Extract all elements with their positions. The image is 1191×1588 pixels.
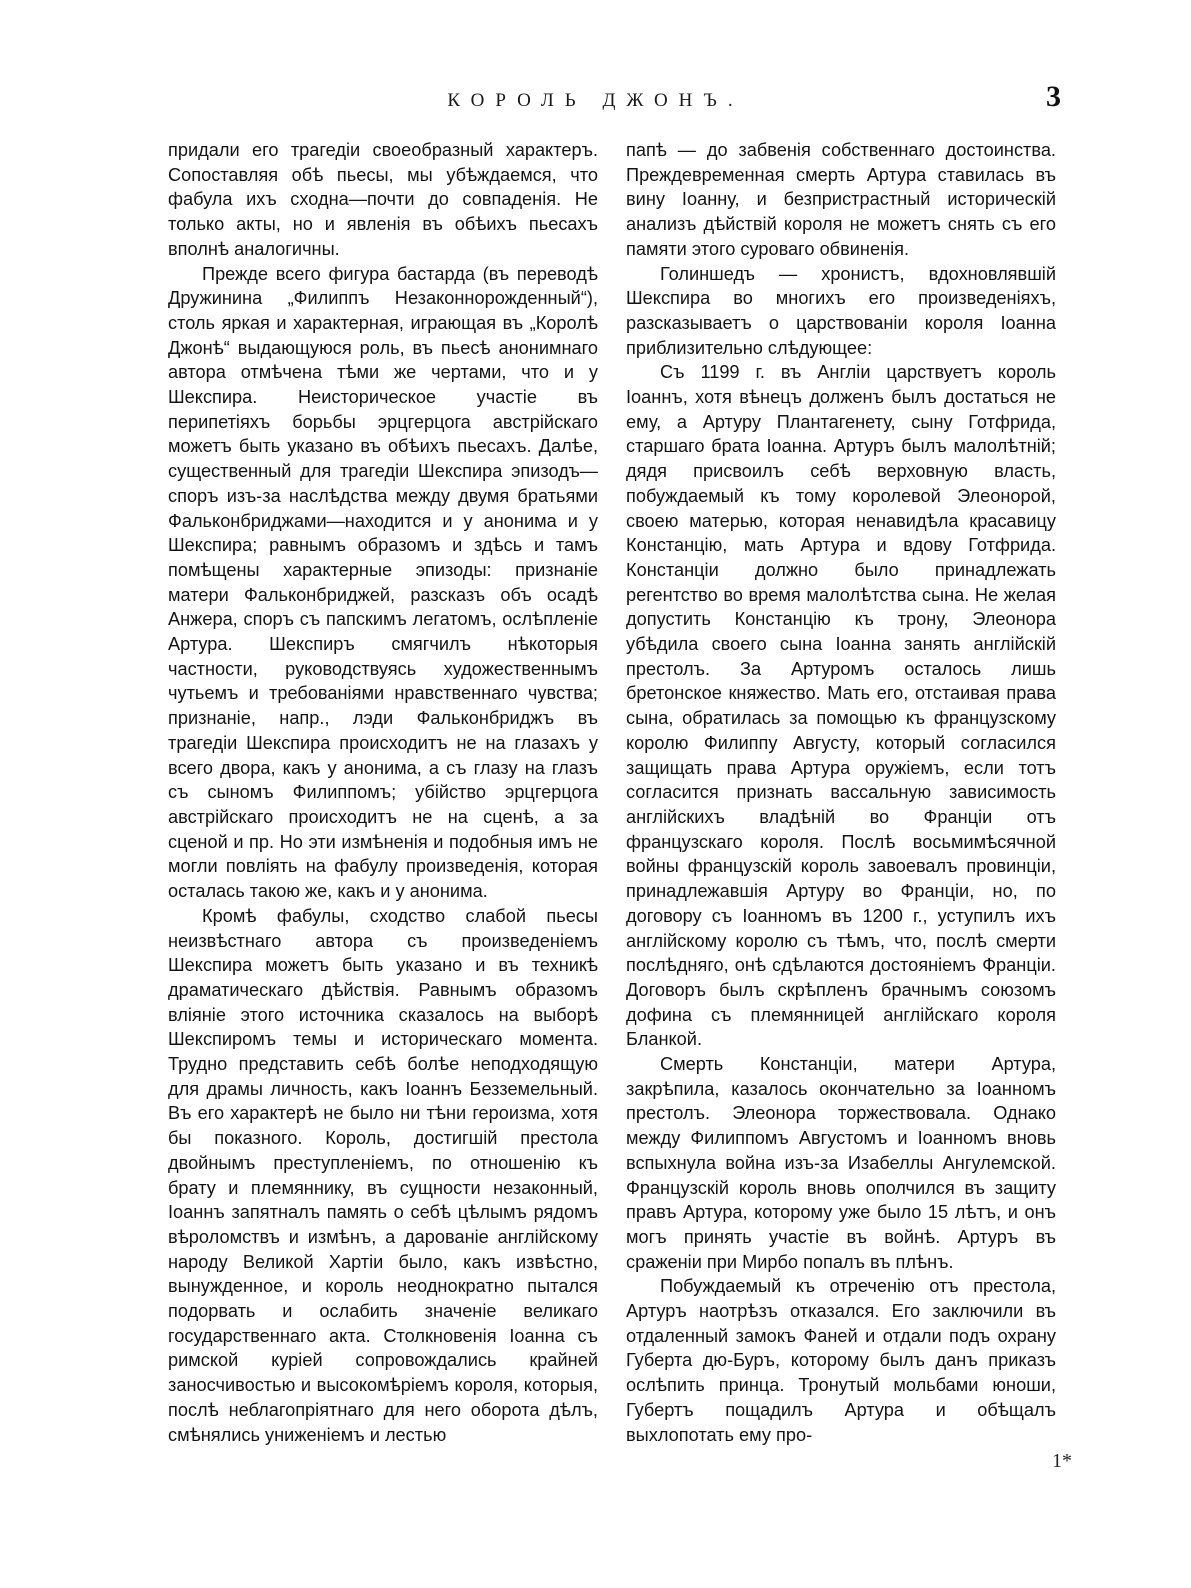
left-paragraph-2: Прежде всего фигура бастарда (въ переводѣ Дружинина „Филиппъ Незаконнорожденный“), столь яркая и характерная, играющая въ „Королѣ Джонѣ“ выдающуюся роль, въ пьесѣ анонимнаго автора отмѣчена тѣми же чертами, что и у Шекспира. Неисторическое участіе въ перипетіяхъ борьбы эрцгерцога австрійскаго можетъ быть указано въ обѣихъ пьесахъ. Далѣе, существенный для трагедіи Шекспира эпизодъ—споръ изъ-за наслѣдства между двумя братьями Фальконбриджами—находится и у анонима и у Шекспира; равнымъ образомъ и здѣсь и тамъ помѣщены характерные эпизоды: признаніе матери Фальконбриджей, разсказъ объ осадѣ Анжера, споръ съ папскимъ легатомъ, ослѣпленіе Артура. Шекспиръ смягчилъ нѣкоторыя частности, руководствуясь художественнымъ чутьемъ и требованіями нравственнаго чувства; признаніе, напр., лэди Фальконбриджъ въ трагедіи Шекспира происходитъ не на глазахъ у всего двора, какъ у анонима, а съ глазу на глазъ съ сыномъ Филиппомъ; убійство эрцгерцога австрійскаго происходитъ не на сценѣ, а за сценой и пр. Но эти измѣненія и подобныя имъ не могли повліять на фабулу произведенія, которая осталась такою же, какъ и у анонима. — [168, 263, 598, 902]
right-paragraph-3: Съ 1199 г. въ Англіи царствуетъ король Іоаннъ, хотя вѣнецъ долженъ былъ достаться не ему, а Артуру Плантагенету, сыну Готфрида, старшаго брата Іоанна. Артуръ былъ малолѣтній; дядя присвоилъ себѣ верховную власть, побуждаемый къ тому королевой Элеонорой, своею матерью, которая ненавидѣла красавицу Констанцію, мать Артура и вдову Готфрида. Констанціи должно было принадлежать регентство во время малолѣтства сына. Не желая допустить Констанцію къ трону, Элеонора убѣдила своего сына Іоанна занять англійскій престолъ. За Артуромъ осталось лишь бретонское княжество. Мать его, отстаивая права сына, обратилась за помощью къ французскому королю Филиппу Августу, который согласился защищать права Артура оружіемъ, если тотъ согласится признать вассальную зависимость англійскихъ владѣній во Франціи отъ французскаго короля. Послѣ восьмимѣсячной войны французскій король завоевалъ провинціи, принадлежавшія Артуру во Франціи, но, по договору съ Іоанномъ въ 1200 г., уступилъ ихъ англійскому королю съ тѣмъ, что, послѣ смерти послѣдняго, онѣ сдѣлаются достояніемъ Франціи. Договоръ былъ скрѣпленъ брачнымъ союзомъ дофина съ племянницей англійскаго короля Бланкой. — [626, 362, 1056, 1050]
right-paragraph-1: папѣ — до забвенія собственнаго достоинства. Преждевременная смерть Артура ставилась въ вину Іоанну, и безпристрастный историческій анализъ дѣйствій короля не можетъ снять съ его памяти этого суроваго обвиненія. — [626, 140, 1056, 259]
left-paragraph-3: Кромѣ фабулы, сходство слабой пьесы неизвѣстнаго автора съ произведеніемъ Шекспира можетъ быть указано и въ техникѣ драматическаго дѣйствія. Равнымъ образомъ вліяніе этого источника сказалось на выборѣ Шекспиромъ темы и историческаго момента. Трудно представить себѣ болѣе неподходящую для драмы личность, какъ Іоаннъ Безземельный. Въ его характерѣ не было ни тѣни героизма, хотя бы показного. Король, достигшій престола двойнымъ преступленіемъ, по отношенію къ брату и племяннику, въ сущности незаконный, Іоаннъ запятналъ память о себѣ цѣлымъ рядомъ вѣроломствъ и измѣнъ, а дарованіе англійскому народу Великой Хартіи было, какъ извѣстно, вынужденное, и король неоднократно пытался подорвать и ослабить значеніе великаго государственнаго акта. Столкновенія Іоанна съ римской куріей сопровождались крайней заносчивостью и высокомѣріемъ короля, которыя, послѣ неблагопріятнаго для него оборота дѣлъ, смѣнялись униженіемъ и лестью — [168, 905, 598, 1445]
running-header-title: КОРОЛЬ ДЖОНЪ. — [447, 90, 744, 111]
right-column — [626, 138, 1056, 1447]
right-paragraph-4: Смерть Констанціи, матери Артура, закрѣпила, казалось окончательно за Іоанномъ престолъ. Элеонора торжествовала. Однако между Филиппомъ Августомъ и Іоанномъ вновь вспыхнула война изъ-за Изабеллы Ангулемской. Французскій король вновь ополчился въ защиту правъ Артура, которому уже было 15 лѣтъ, и онъ могъ принять участіе въ войнѣ. Артуръ въ сраженіи при Мирбо попалъ въ плѣнъ. — [626, 1054, 1056, 1272]
right-paragraph-5: Побуждаемый къ отреченію отъ престола, Артуръ наотрѣзъ отказался. Его заключили въ отдаленный замокъ Фаней и отдали подъ охрану Губерта дю-Буръ, которому былъ данъ приказъ ослѣпить принца. Тронутый мольбами юноши, Губертъ пощадилъ Артура и обѣщалъ выхлопотать ему про- — [626, 1276, 1056, 1445]
left-column — [168, 138, 598, 1447]
page-number: 3 — [1046, 80, 1061, 113]
left-paragraph-1: придали его трагедіи своеобразный характеръ. Сопоставляя обѣ пьесы, мы убѣждаемся, что фабула ихъ сходна—почти до совпаденія. Не только акты, но и явленія въ обѣихъ пьесахъ вполнѣ аналогичны. — [168, 140, 598, 259]
right-paragraph-2: Голиншедъ — хронистъ, вдохновлявшій Шекспира во многихъ его произведеніяхъ, разсказываетъ о царствованіи короля Іоанна приблизительно слѣдующее: — [626, 263, 1056, 358]
signature-mark: 1* — [1052, 1450, 1072, 1472]
